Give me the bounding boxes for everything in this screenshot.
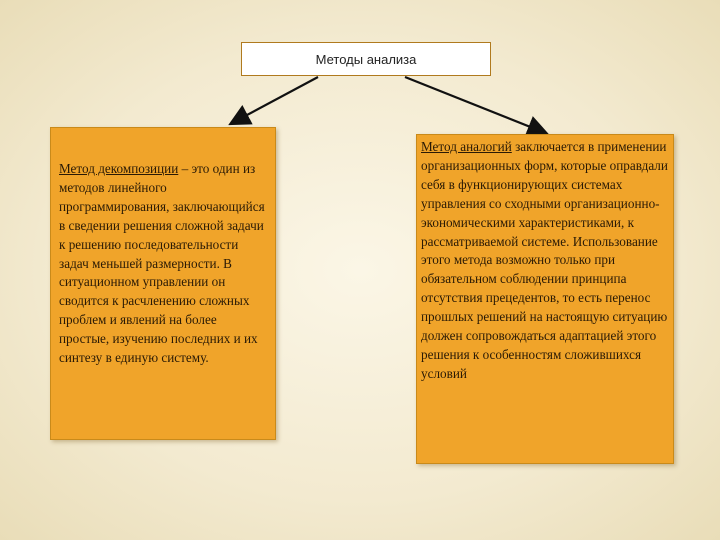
analogy-description: заключается в применении организационных форм, которые оправдали себя в функционирующих системах управления со сходными организационно-экономическими характеристиками, к рассматриваемой системе. Использование этого метода возможно только при обязательном соблюдении принципа отсутствия прецедентов, то есть перенос прошлых решений на настоящую ситуацию должен сопровождаться адаптацией этого решения к особенностям сложившихся условий <box>421 139 668 381</box>
analogy-term: Метод аналогий <box>421 139 512 154</box>
root-node-box <box>241 42 491 76</box>
decomposition-method-box <box>50 127 276 440</box>
root-node-label: Методы анализа <box>315 51 417 67</box>
decomposition-term: Метод декомпозиции <box>59 161 179 176</box>
analogy-method-box <box>416 134 674 464</box>
arrow-to-left-box <box>234 77 318 122</box>
arrow-to-right-box <box>405 77 543 132</box>
decomposition-description: – это один из методов линейного программирования, заключающийся в сведении решения сложной задачи к решению последовательности задач меньшей размерности. В ситуационном управлении он сводится к расчленению сложных проблем и явлений на более простые, изучению последних и их синтезу в единую систему. <box>59 161 265 366</box>
